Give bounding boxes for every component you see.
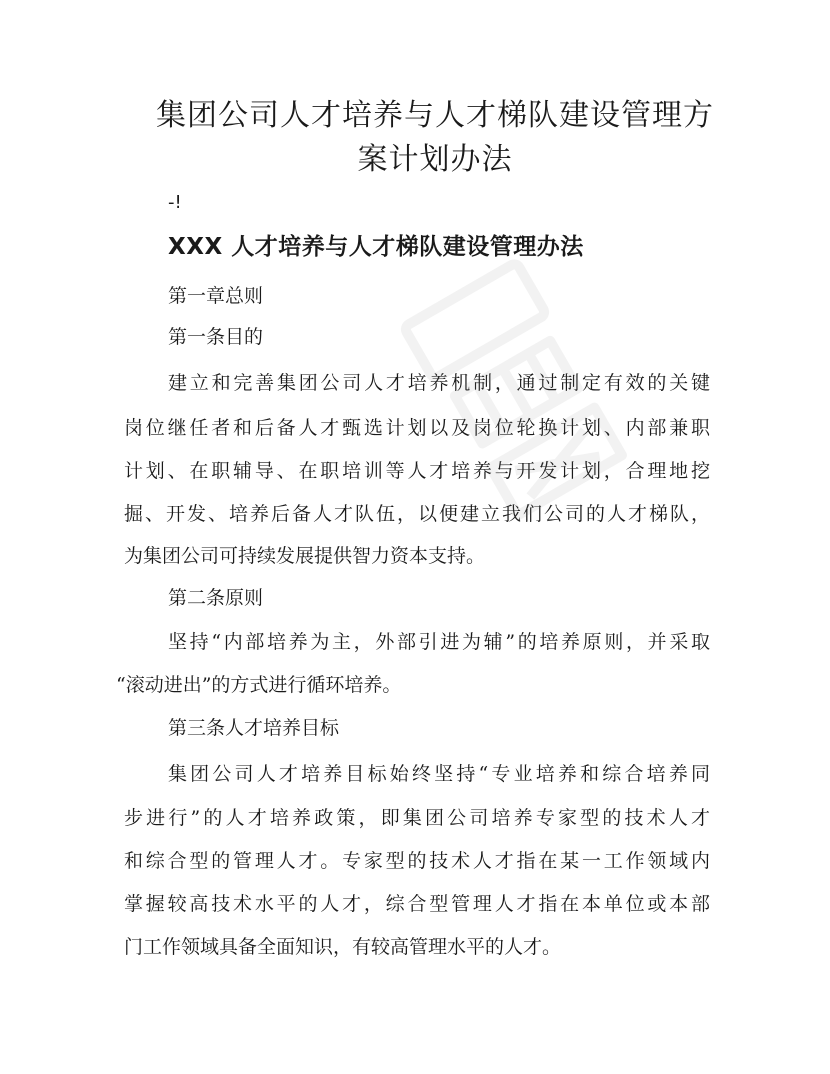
article-2-title: 第二条原则 xyxy=(168,587,264,609)
article-1-line: 计划、在职辅导、在职培训等人才培养与开发计划，合理地挖 xyxy=(124,460,710,482)
article-3-line: 和综合型的管理人才。专家型的技术人才指在某一工作领域内 xyxy=(124,850,710,872)
article-2-line: 坚持“内部培养为主，外部引进为辅”的培养原则，并采取 xyxy=(168,631,710,653)
document-title-line-2: 案计划办法 xyxy=(357,142,513,177)
article-1-line: 岗位继任者和后备人才甄选计划以及岗位轮换计划、内部兼职 xyxy=(124,417,710,439)
section-heading: XXX 人才培养与人才梯队建设管理办法 xyxy=(168,234,584,260)
article-3-line: 集团公司人才培养目标始终坚持“专业培养和综合培养同 xyxy=(168,763,710,785)
article-1-line: 建立和完善集团公司人才培养机制，通过制定有效的关键 xyxy=(168,372,710,394)
chapter-title: 第一章总则 xyxy=(168,285,264,307)
article-3-line: 掌握较高技术水平的人才，综合型管理人才指在本单位或本部 xyxy=(124,893,710,915)
section-marker: -! xyxy=(168,192,182,213)
article-2-line: “滚动进出”的方式进行循环培养。 xyxy=(116,674,402,696)
article-3-line: 步进行”的人才培养政策，即集团公司培养专家型的技术人才 xyxy=(124,807,710,829)
article-3-line: 门工作领域具备全面知识，有较高管理水平的人才。 xyxy=(124,936,562,958)
article-1-line: 掘、开发、培养后备人才队伍，以便建立我们公司的人才梯队， xyxy=(124,503,710,525)
article-1-line: 为集团公司可持续发展提供智力资本支持。 xyxy=(124,545,486,567)
document-title-line-1: 集团公司人才培养与人才梯队建设管理方 xyxy=(156,98,714,133)
article-1-title: 第一条目的 xyxy=(168,326,264,348)
article-3-title: 第三条人才培养目标 xyxy=(168,717,340,739)
